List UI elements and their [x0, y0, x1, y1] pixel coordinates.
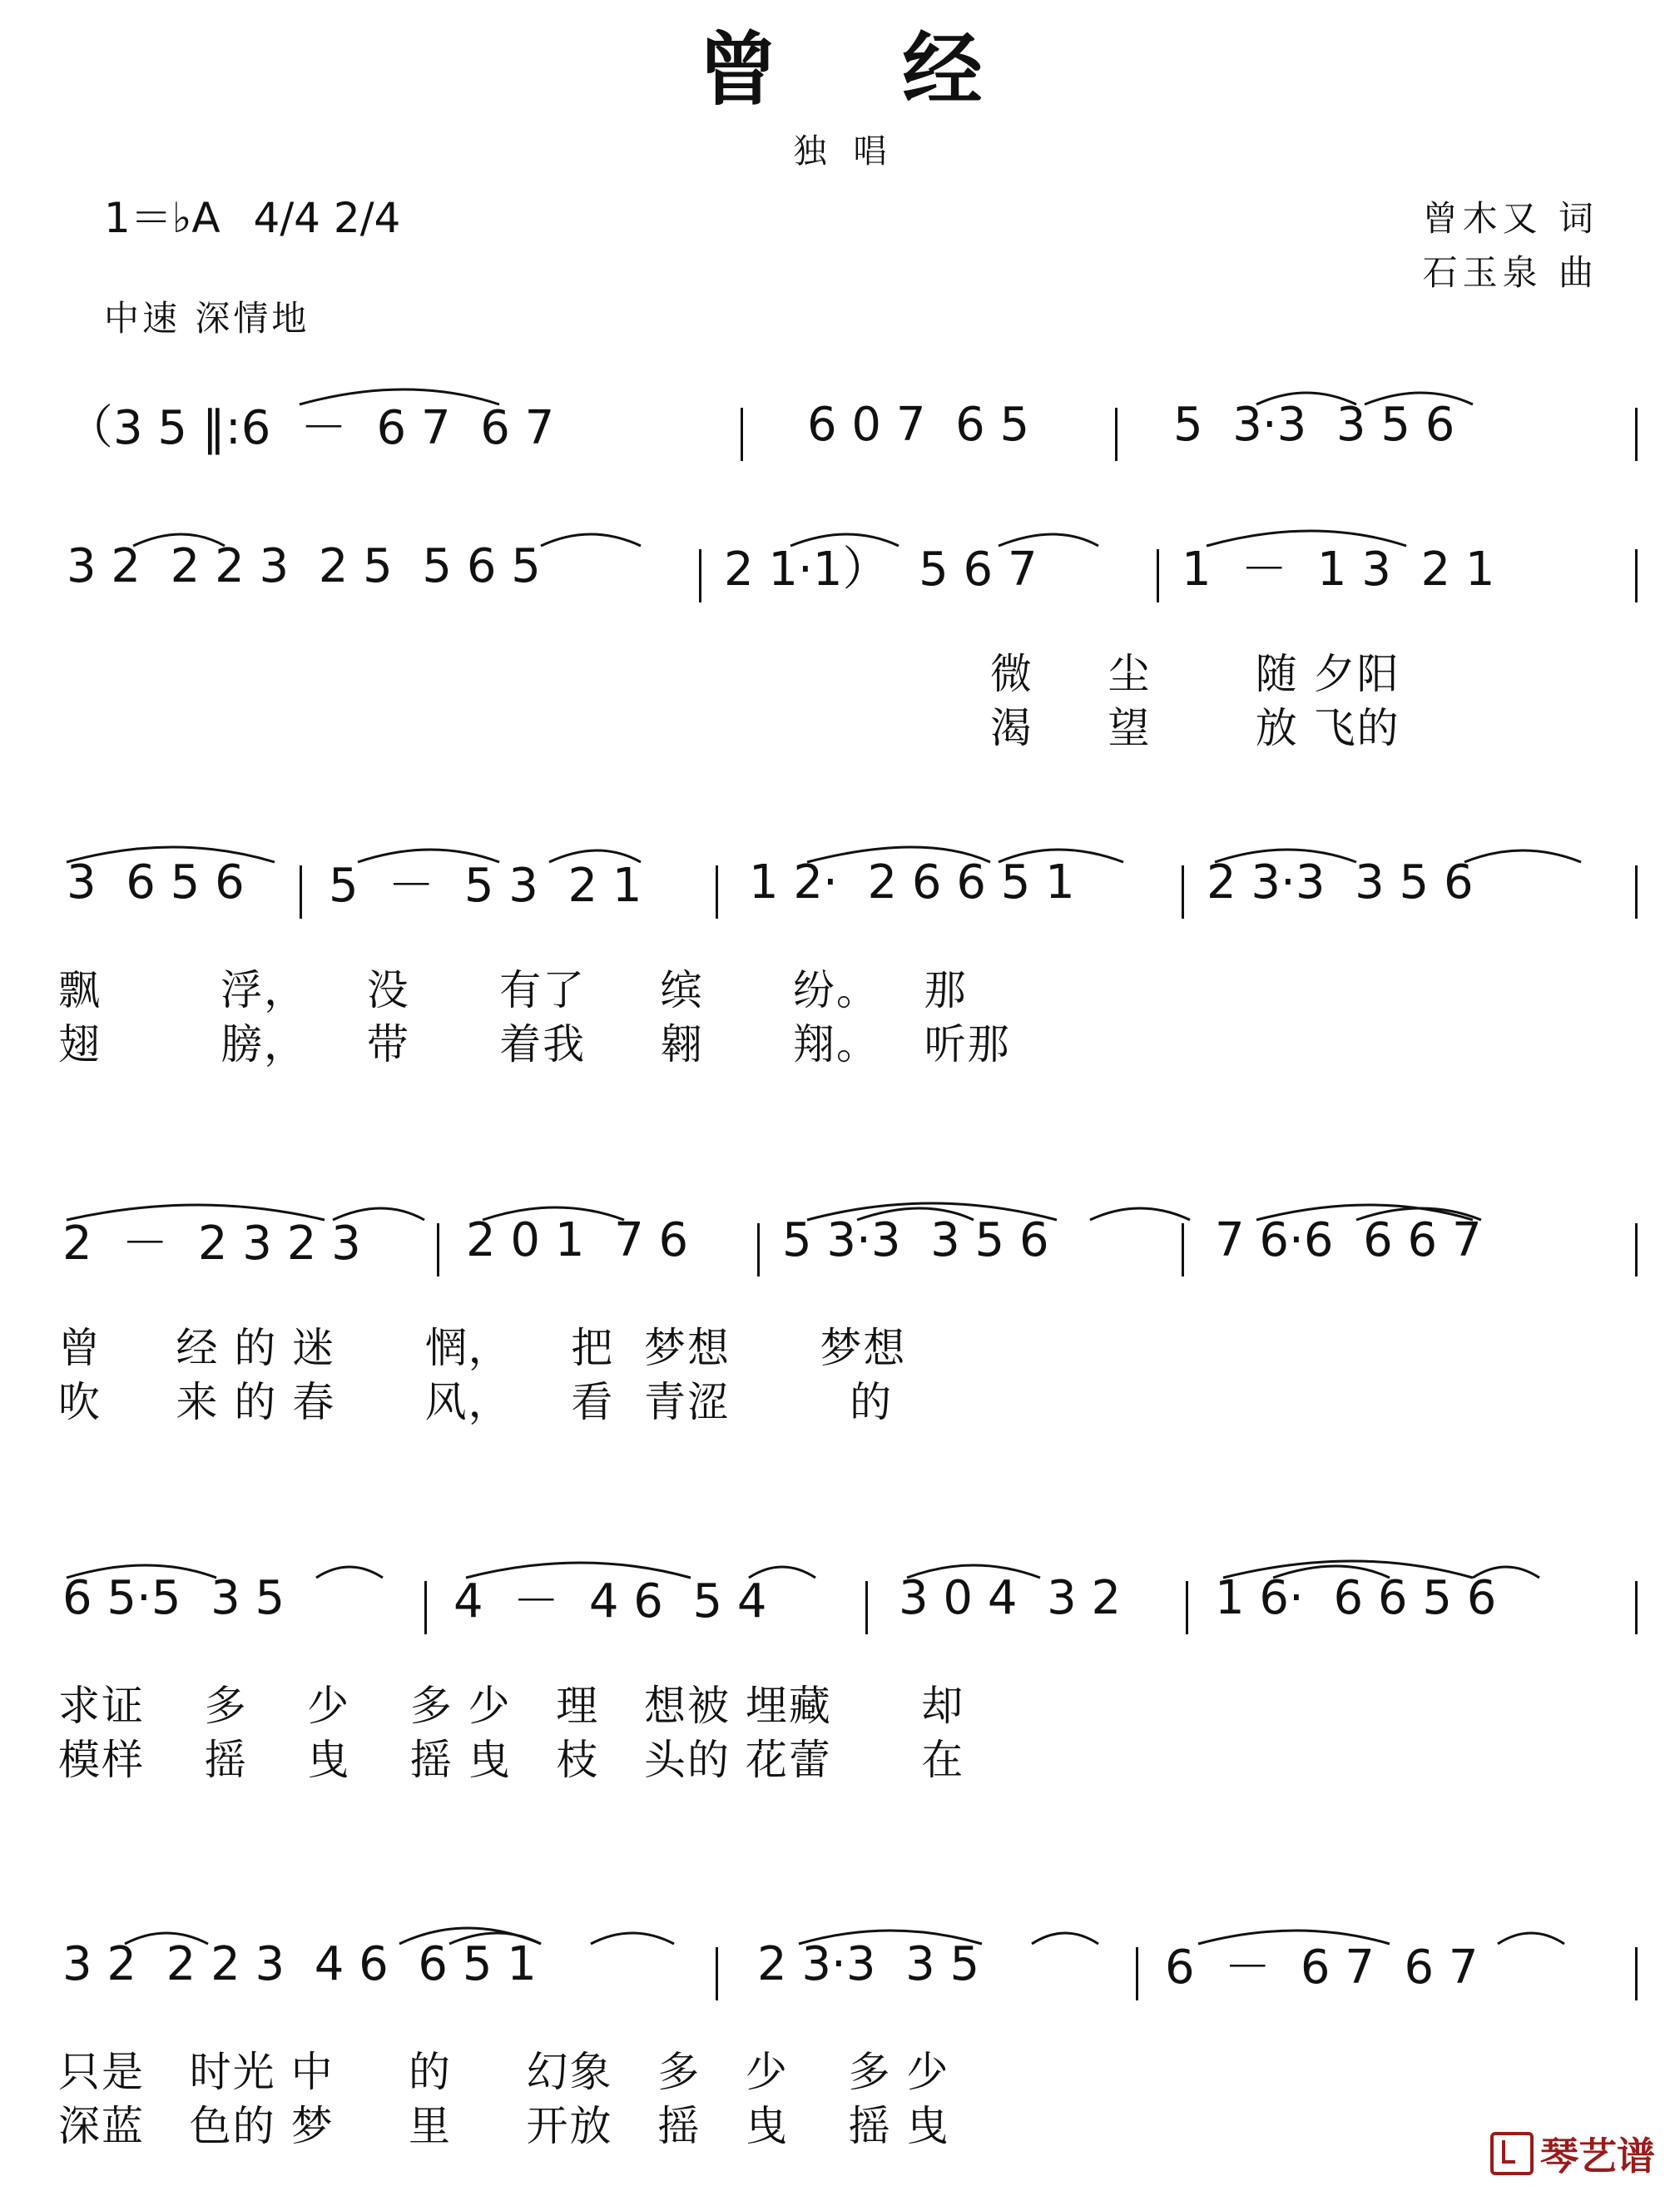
measure-group: 2 3·3 3 5 6 [1207, 855, 1474, 910]
slur-marks [58, 1548, 1648, 1581]
score-line-2 [58, 533, 1648, 774]
barline [300, 865, 302, 919]
lyricist-credit: 曾木又 词 [1422, 198, 1598, 239]
barline [1182, 865, 1184, 919]
lyrics-verse-1: 曾 经 的 迷 惘， 把 梦想 梦想 [58, 1324, 907, 1372]
lyrics-verse-2: 模样 摇 曳 摇 曳 枝 头的 花蕾 在 [58, 1736, 965, 1784]
slur-marks [58, 832, 1648, 865]
watermark-text: 琴艺谱 [1540, 2134, 1655, 2179]
barline [1186, 1581, 1188, 1634]
measure-group: 3 0 4 3 2 [899, 1570, 1122, 1625]
barline [1635, 1947, 1638, 2000]
lyrics-verse-2: 吹 来 的 春 风， 看 青涩 的 [58, 1378, 894, 1426]
lyrics-verse-1: 飘 浮， 没 有了 缤 纷。 那 [58, 966, 968, 1014]
barline [437, 1223, 439, 1276]
barline [741, 408, 743, 461]
measure-group: 1 － 1 3 2 1 [1182, 543, 1495, 597]
measure-group: 5 － 5 3 2 1 [329, 859, 642, 913]
barline [1115, 408, 1118, 461]
lyrics-verse-2: 深蓝 色的 梦 里 开放 摇 曳 摇 曳 [58, 2102, 950, 2150]
barline [716, 865, 718, 919]
key-and-time-signature [104, 185, 400, 245]
site-watermark [1490, 2126, 1655, 2181]
lyrics-verse-1: 求证 多 少 多 少 理 想被 埋藏 却 [58, 1682, 965, 1730]
barline [865, 1581, 868, 1634]
measure-group: 1 2· 2 6 6 5 1 [749, 855, 1075, 910]
barline [716, 1947, 718, 2000]
tempo-marking: 中速 深情地 [104, 298, 310, 339]
measure-group: 6 5·5 3 5 [62, 1570, 285, 1625]
barline [1635, 1223, 1638, 1276]
watermark-logo-icon [1490, 2132, 1534, 2175]
slur-marks [58, 374, 1648, 408]
slur-marks [58, 516, 1648, 549]
barline [757, 1223, 760, 1276]
performance-type: 独唱 [793, 132, 914, 171]
score-line-5 [58, 1564, 1648, 1806]
score-line-6 [58, 1931, 1648, 2172]
score-line-4 [58, 1207, 1648, 1448]
barline [424, 1581, 427, 1634]
barline [1635, 408, 1638, 461]
barline [1635, 865, 1638, 919]
barline [1157, 549, 1159, 602]
measure-group: 1 6· 6 6 5 6 [1215, 1570, 1497, 1625]
measure-group: 2 0 1 7 6 [466, 1212, 689, 1267]
measure-group: 7 6·6 6 6 7 [1215, 1212, 1482, 1267]
lyrics-verse-2: 渴 望 放 飞的 [990, 704, 1400, 752]
measure-group: 2 － 2 3 2 3 [62, 1217, 361, 1271]
measure-group: 3 2 2 2 3 2 5 5 6 5 [67, 538, 541, 593]
measure-group: 5 3·3 3 5 6 [782, 1212, 1049, 1267]
measure-group: 2 1·1） 5 6 7 [724, 543, 1038, 597]
slur-marks [58, 1914, 1648, 1947]
lyrics-verse-1: 只是 时光 中 的 幻象 多 少 多 少 [58, 2048, 950, 2096]
measure-group: 6 0 7 6 5 [807, 397, 1030, 452]
slur-marks [58, 1190, 1648, 1223]
measure-group: 3 2 2 2 3 4 6 6 5 1 [62, 1936, 537, 1991]
barline [1635, 1581, 1638, 1634]
time-signature: 4/4 2/4 [253, 194, 401, 242]
measure-group: 6 － 6 7 6 7 [1165, 1941, 1479, 1995]
lyrics-verse-1: 微 尘 随 夕阳 [990, 650, 1400, 698]
measure-group: 2 3·3 3 5 [757, 1936, 980, 1991]
song-title: 曾经 [697, 22, 1108, 116]
composer-credit: 石玉泉 曲 [1422, 252, 1598, 293]
score-line-3 [58, 849, 1648, 1090]
measure-group: （3 5 ‖:6 － 6 7 6 7 [67, 401, 555, 455]
lyrics-verse-2: 翅 膀， 带 着我 翱 翔。 听那 [58, 1020, 1011, 1068]
measure-group: 5 3·3 3 5 6 [1173, 397, 1455, 452]
measure-group: 4 － 4 6 5 4 [453, 1574, 767, 1628]
key-signature: 1＝♭A [104, 194, 221, 242]
barline [1182, 1223, 1184, 1276]
barline [1136, 1947, 1138, 2000]
barline [1635, 549, 1638, 602]
barline [699, 549, 701, 602]
measure-group: 3 6 5 6 [67, 855, 245, 910]
